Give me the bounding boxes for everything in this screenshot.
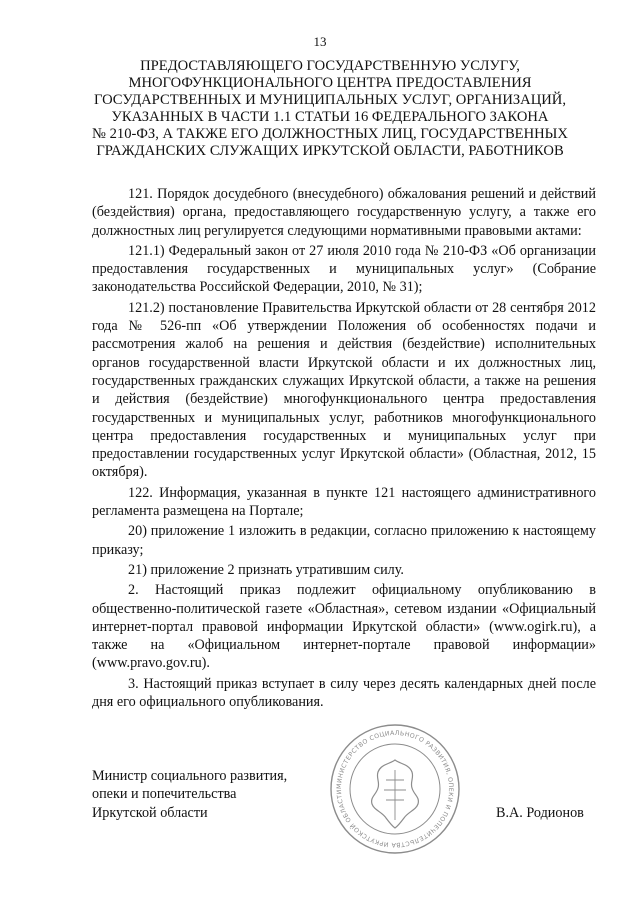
- seal-ring-textpath: МИНИСТЕРСТВО СОЦИАЛЬНОГО РАЗВИТИЯ, ОПЕКИ И ПОПЕЧИТЕЛЬСТВА ИРКУТСКОЙ ОБЛАСТИ: [335, 729, 455, 849]
- signatory-position: [92, 767, 287, 822]
- heading-line: ПРЕДОСТАВЛЯЮЩЕГО ГОСУДАРСТВЕННУЮ УСЛУГУ,: [140, 58, 520, 74]
- document-body: [92, 185, 596, 711]
- heading-line: ГОСУДАРСТВЕННЫХ И МУНИЦИПАЛЬНЫХ УСЛУГ, ОРГАНИЗАЦИЙ,: [94, 92, 566, 108]
- page-number: 13: [313, 34, 327, 49]
- paragraph-clause-2: 2. Настоящий приказ подлежит официальному опубликованию в общественно-политической газете «Областная», сетевом издании «Официальный интернет-портал правовой информации Иркутской области» (www.ogirk.ru), а также на «Официальном интернет-портале правовой информации» (www.pravo.gov.ru).: [92, 582, 596, 672]
- paragraph-clause-3: 3. Настоящий приказ вступает в силу через десять календарных дней после дня его официального опубликования.: [92, 675, 596, 711]
- signatory-position-line: Министр социального развития,: [92, 768, 288, 784]
- signatory-position-line: Иркутской области: [92, 804, 208, 821]
- seal-emblem-detail: [384, 770, 406, 820]
- paragraph-121-1: 121.1) Федеральный закон от 27 июля 2010 года № 210-ФЗ «Об организации предоставления государственных и муниципальных услуг» (Собрание законодательства Российской Федерации, 2010, № 31);: [92, 242, 596, 296]
- heading-line: № 210-ФЗ, А ТАКЖЕ ЕГО ДОЛЖНОСТНЫХ ЛИЦ, ГОСУДАРСТВЕННЫХ: [92, 126, 568, 142]
- paragraph-122: 122. Информация, указанная в пункте 121 настоящего административного регламента размещена на Портале;: [92, 484, 596, 520]
- seal-graphic: [331, 725, 459, 853]
- heading-line: ГРАЖДАНСКИХ СЛУЖАЩИХ ИРКУТСКОЙ ОБЛАСТИ, РАБОТНИКОВ: [96, 143, 564, 159]
- paragraph-121-2: 121.2) постановление Правительства Иркутской области от 28 сентября 2012 года № 526-пп «Об утверждении Положения об особенностях подачи и рассмотрения жалоб на решения и действия (бездействие) исполнительных органов государственной власти Иркутской области и их должностных лиц, государственных гражданских служащих Иркутской области, а также на решения и действия (бездействие) многофункционального центра предоставления государственных и муниципальных услуг, работников многофункционального центра предоставления государственных и муниципальных услуг при предоставлении государственных услуг Иркутской области» (Областная, 2012, 15 октября).: [92, 299, 596, 481]
- signatory-name: В.А. Родионов: [496, 805, 584, 821]
- paragraph-item-20: 20) приложение 1 изложить в редакции, согласно приложению к настоящему приказу;: [92, 523, 596, 558]
- heading-line: УКАЗАННЫХ В ЧАСТИ 1.1 СТАТЬИ 16 ФЕДЕРАЛЬНОГО ЗАКОНА: [111, 109, 549, 125]
- signatory-position-line: опеки и попечительства: [92, 786, 237, 803]
- official-seal: [328, 722, 462, 856]
- section-heading: [40, 58, 620, 160]
- heading-line: МНОГОФУНКЦИОНАЛЬНОГО ЦЕНТРА ПРЕДОСТАВЛЕНИЯ: [128, 75, 532, 91]
- paragraph-item-21: 21) приложение 2 признать утратившим силу.: [128, 561, 404, 578]
- paragraph-121: 121. Порядок досудебного (внесудебного) обжалования решений и действий (бездействия) органа, предоставляющего государственную услугу, а также его должностных лиц регулируется следующими нормативными правовыми актами:: [92, 186, 596, 239]
